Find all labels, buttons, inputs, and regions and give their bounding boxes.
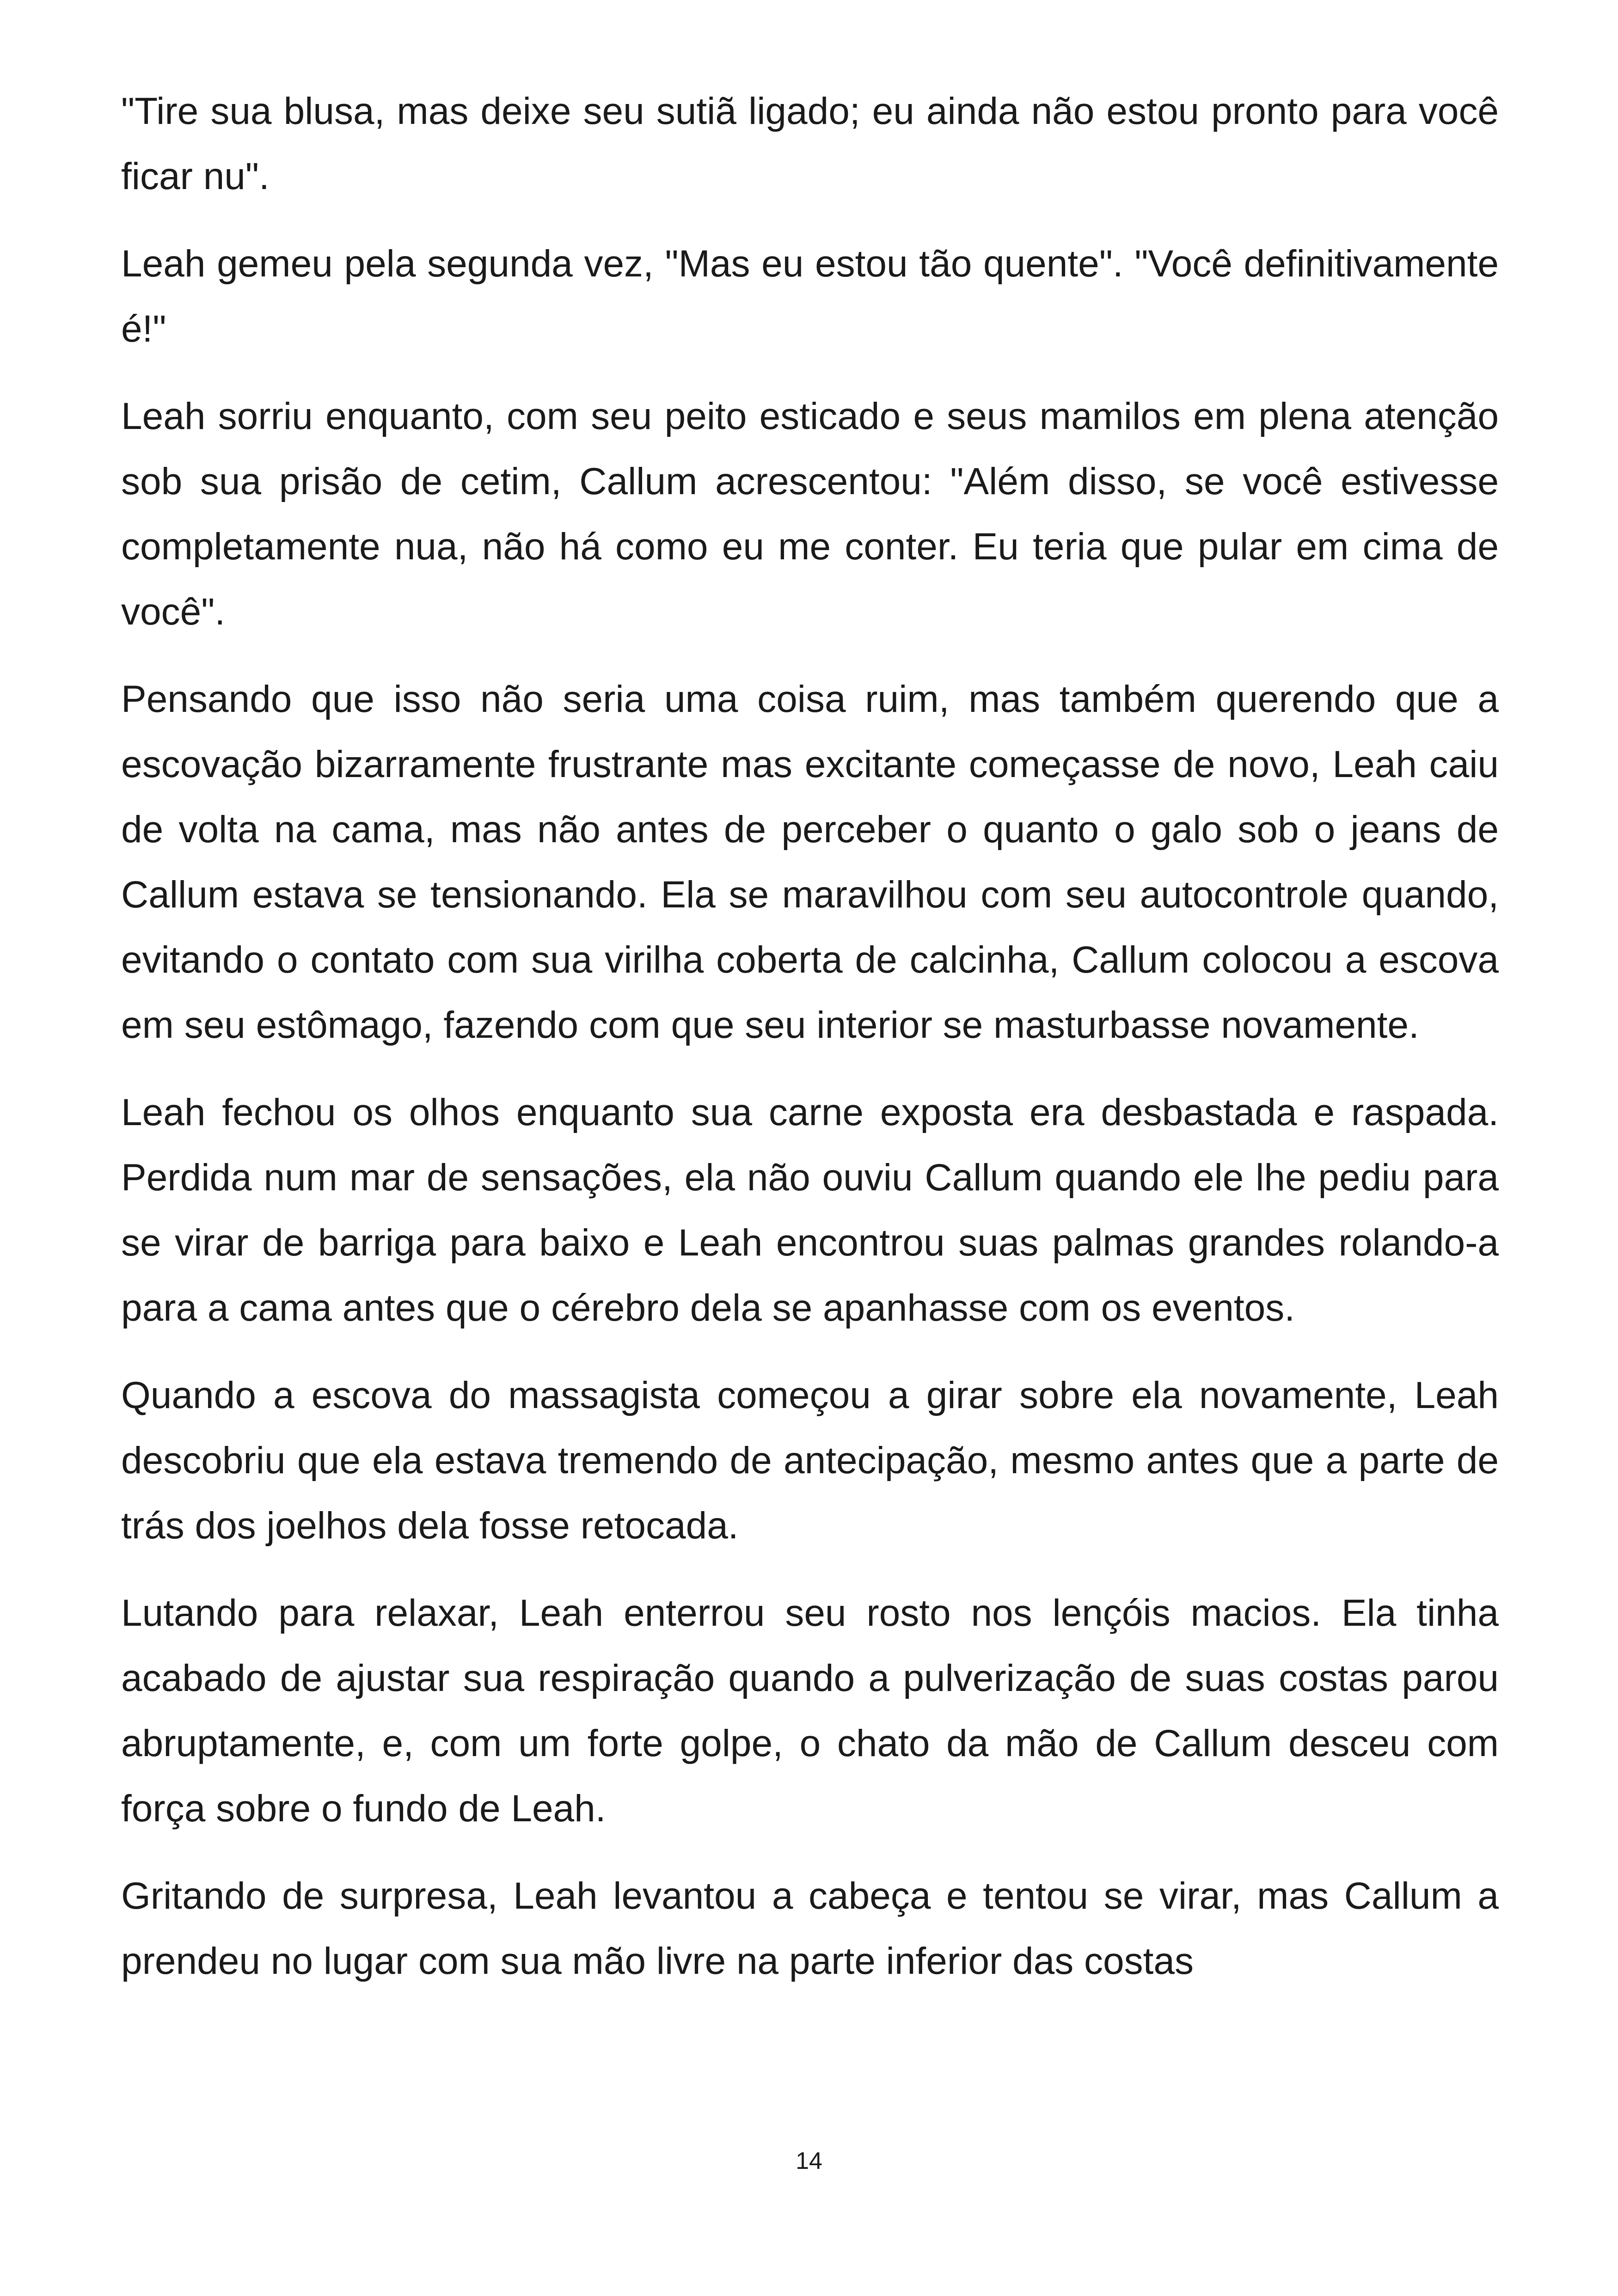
paragraph: Leah gemeu pela segunda vez, "Mas eu estou tão quente". "Você definitivamente é!" [121, 243, 1499, 350]
paragraph: Leah sorriu enquanto, com seu peito esticado e seus mamilos em plena atenção sob sua prisão de cetim, Callum acrescentou: "Além disso, se você estivesse completamente nua, não há como eu me conter. Eu teria que pular em cima de você". [121, 395, 1499, 633]
page-number: 14 [796, 2148, 822, 2174]
paragraph: Gritando de surpresa, Leah levantou a cabeça e tentou se virar, mas Callum a prendeu no lugar com sua mão livre na parte inferior das costas [121, 1875, 1499, 1982]
paragraph: Lutando para relaxar, Leah enterrou seu rosto nos lençóis macios. Ela tinha acabado de ajustar sua respiração quando a pulverização de suas costas parou abruptamente, e, com um forte golpe, o chato da mão de Callum desceu com força sobre o fundo de Leah. [121, 1592, 1499, 1830]
body-text [121, 79, 1499, 2016]
paragraph: Pensando que isso não seria uma coisa ruim, mas também querendo que a escovação bizarramente frustrante mas excitante começasse de novo, Leah caiu de volta na cama, mas não antes de perceber o quanto o galo sob o jeans de Callum estava se tensionando. Ela se maravilhou com seu autocontrole quando, evitando o contato com sua virilha coberta de calcinha, Callum colocou a escova em seu estômago, fazendo com que seu interior se masturbasse novamente. [121, 678, 1499, 1046]
paragraph: Leah fechou os olhos enquanto sua carne exposta era desbastada e raspada. Perdida num mar de sensações, ela não ouviu Callum quando ele lhe pediu para se virar de barriga para baixo e Leah encontrou suas palmas grandes rolando-a para a cama antes que o cérebro dela se apanhasse com os eventos. [121, 1091, 1499, 1329]
paragraph: Quando a escova do massagista começou a girar sobre ela novamente, Leah descobriu que ela estava tremendo de antecipação, mesmo antes que a parte de trás dos joelhos dela fosse retocada. [121, 1374, 1499, 1547]
paragraph: "Tire sua blusa, mas deixe seu sutiã ligado; eu ainda não estou pronto para você ficar nu". [121, 90, 1499, 197]
